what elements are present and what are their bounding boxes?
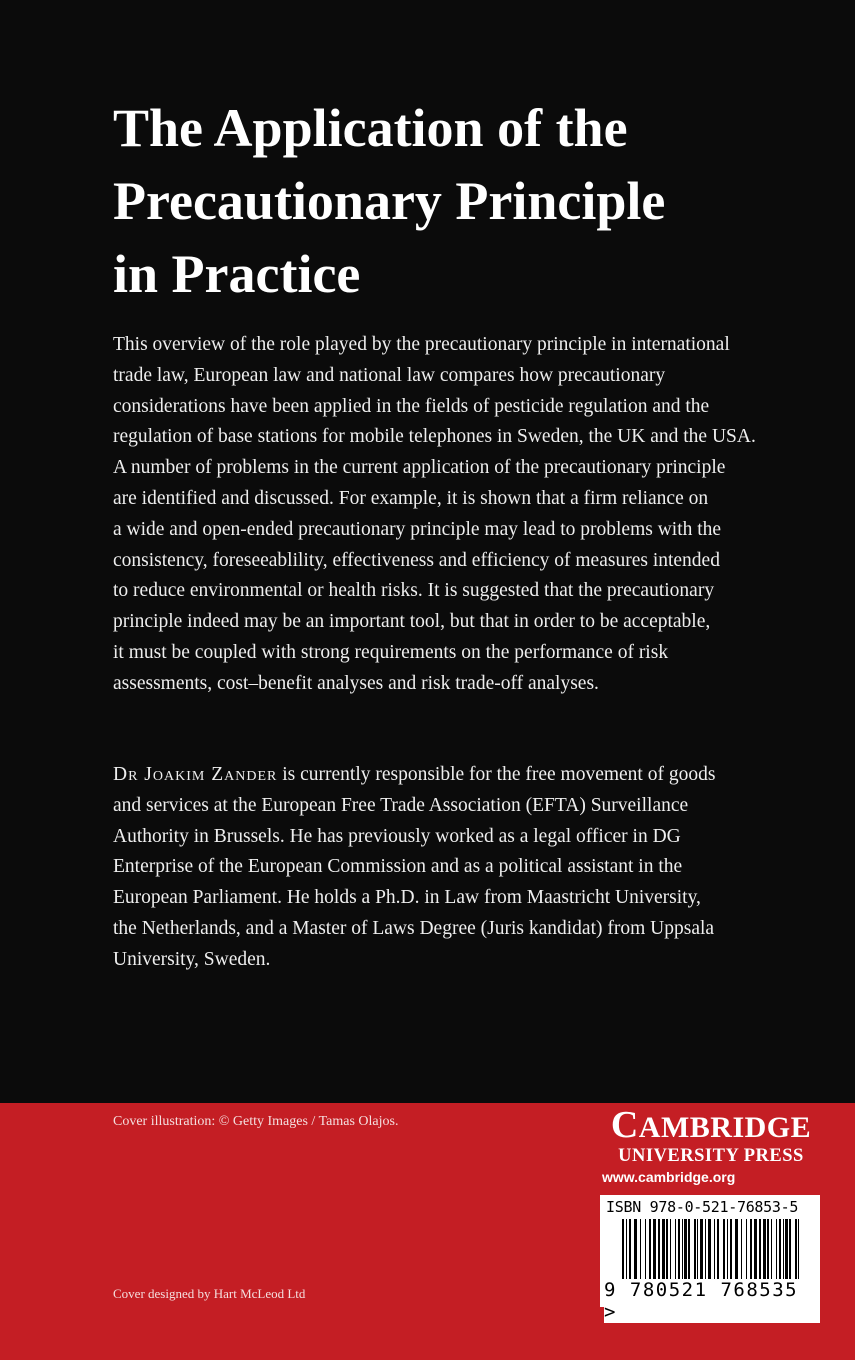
blurb-line: are identified and discussed. For example, it is shown that a firm reliance on bbox=[113, 487, 709, 509]
barcode-bar bbox=[714, 1219, 715, 1281]
barcode-bar bbox=[694, 1219, 696, 1281]
barcode-bar bbox=[763, 1219, 766, 1281]
barcode-bar bbox=[645, 1219, 646, 1281]
cover-illustration-credit: Cover illustration: © Getty Images / Tamas Olajos. bbox=[113, 1114, 399, 1129]
ean-number: 9 780521 768535 > bbox=[604, 1279, 820, 1323]
blurb-line: a wide and open-ended precautionary principle may lead to problems with the bbox=[113, 518, 722, 540]
barcode-bar bbox=[754, 1219, 757, 1281]
barcode-bar bbox=[658, 1219, 660, 1281]
title-line: Precautionary Principle bbox=[113, 171, 666, 231]
barcode-bar bbox=[649, 1219, 651, 1281]
bio-line: Authority in Brussels. He has previously worked as a legal officer in DG bbox=[113, 825, 681, 847]
barcode-bar bbox=[750, 1219, 752, 1281]
blurb-line: principle indeed may be an important tool, but that in order to be acceptable, bbox=[113, 611, 711, 633]
book-title bbox=[113, 92, 665, 311]
barcode-bar bbox=[759, 1219, 761, 1281]
barcode-bar bbox=[678, 1219, 680, 1281]
barcode-bar bbox=[708, 1219, 711, 1281]
barcode-bar bbox=[735, 1219, 738, 1281]
publisher-initial: C bbox=[610, 1104, 639, 1146]
isbn-barcode bbox=[600, 1195, 820, 1323]
barcode-bar bbox=[697, 1219, 698, 1281]
bio-line: and services at the European Free Trade Association (EFTA) Surveillance bbox=[113, 794, 689, 816]
cambridge-logo bbox=[600, 1104, 822, 1187]
bio-text: is currently responsible for the free movement of goods bbox=[277, 764, 716, 785]
blurb-line: assessments, cost–benefit analyses and risk trade-off analyses. bbox=[113, 672, 599, 694]
blurb-line: it must be coupled with strong requirements on the performance of risk bbox=[113, 641, 669, 663]
barcode-bar bbox=[789, 1219, 791, 1281]
barcode-bar bbox=[626, 1219, 627, 1281]
author-name: Dr Joakim Zander bbox=[113, 764, 278, 785]
bio-line bbox=[113, 760, 715, 791]
barcode-bar bbox=[684, 1219, 687, 1281]
bio-line: European Parliament. He holds a Ph.D. in Law from Maastricht University, bbox=[113, 887, 701, 909]
publisher-name bbox=[600, 1104, 822, 1146]
blurb-line: trade law, European law and national law compares how precautionary bbox=[113, 364, 666, 386]
title-line: The Application of the bbox=[113, 98, 628, 158]
barcode-bar bbox=[640, 1219, 641, 1281]
barcode-bar bbox=[785, 1219, 788, 1281]
isbn-text: ISBN 978-0-521-76853-5 bbox=[606, 1198, 799, 1216]
barcode-bar bbox=[776, 1219, 777, 1281]
barcode-bar bbox=[779, 1219, 781, 1281]
barcode-bar bbox=[746, 1219, 747, 1281]
blurb-line: considerations have been applied in the fields of pesticide regulation and the bbox=[113, 395, 710, 417]
barcode-bar bbox=[622, 1219, 624, 1281]
barcode-bar bbox=[795, 1219, 797, 1281]
cover-designer-credit: Cover designed by Hart McLeod Ltd bbox=[113, 1286, 306, 1301]
barcode-bar bbox=[629, 1219, 631, 1281]
barcode-bar bbox=[634, 1219, 637, 1281]
barcode-bar bbox=[767, 1219, 769, 1281]
blurb-line: regulation of base stations for mobile telephones in Sweden, the UK and the USA. bbox=[113, 426, 756, 448]
barcode-bar bbox=[727, 1219, 728, 1281]
bio-line: University, Sweden. bbox=[113, 948, 271, 970]
blurb-line: This overview of the role played by the precautionary principle in international bbox=[113, 334, 730, 355]
barcode-bar bbox=[723, 1219, 725, 1281]
barcode-bar bbox=[662, 1219, 665, 1281]
barcode-bar bbox=[682, 1219, 683, 1281]
blurb-paragraph bbox=[113, 330, 756, 700]
publisher-name-rest: AMBRIDGE bbox=[638, 1111, 812, 1144]
barcode-bar bbox=[705, 1219, 706, 1281]
barcode-bar bbox=[675, 1219, 676, 1281]
barcode-bar bbox=[717, 1219, 719, 1281]
bio-line: the Netherlands, and a Master of Laws Degree (Juris kandidat) from Uppsala bbox=[113, 917, 715, 939]
barcode-bar bbox=[771, 1219, 772, 1281]
title-line: in Practice bbox=[113, 244, 361, 304]
barcode-bar bbox=[783, 1219, 784, 1281]
barcode-bars bbox=[622, 1219, 802, 1281]
barcode-bar bbox=[798, 1219, 799, 1281]
barcode-bar bbox=[688, 1219, 690, 1281]
bio-line: Enterprise of the European Commission and as a political assistant in the bbox=[113, 856, 683, 878]
blurb-line: A number of problems in the current application of the precautionary principle bbox=[113, 457, 726, 479]
barcode-bar bbox=[666, 1219, 668, 1281]
barcode-bar bbox=[730, 1219, 732, 1281]
barcode-bar bbox=[741, 1219, 742, 1281]
publisher-url: www.cambridge.org bbox=[602, 1169, 736, 1185]
barcode-bar bbox=[653, 1219, 656, 1281]
barcode-bar bbox=[670, 1219, 671, 1281]
blurb-line: consistency, foreseeablility, effectiveness and efficiency of measures intended bbox=[113, 549, 720, 571]
publisher-subtitle: UNIVERSITY PRESS bbox=[618, 1146, 804, 1166]
barcode-bar bbox=[700, 1219, 703, 1281]
author-bio bbox=[113, 760, 715, 976]
blurb-line: to reduce environmental or health risks. It is suggested that the precautionary bbox=[113, 580, 715, 602]
